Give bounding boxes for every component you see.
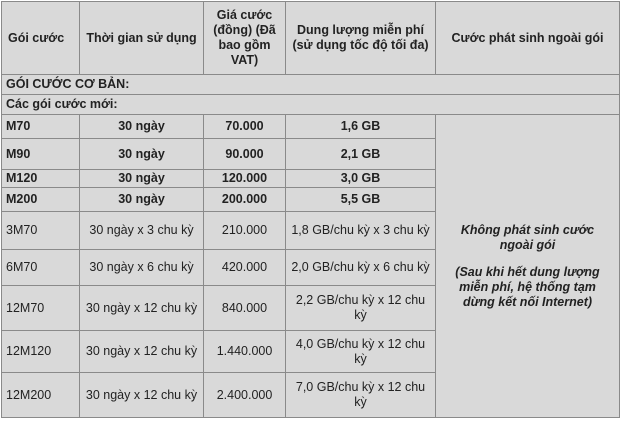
package-price: 840.000 — [204, 286, 286, 331]
package-price: 120.000 — [204, 170, 286, 188]
package-data: 1,8 GB/chu kỳ x 3 chu kỳ — [286, 212, 436, 250]
package-duration: 30 ngày x 12 chu kỳ — [80, 331, 204, 373]
package-price: 420.000 — [204, 250, 286, 286]
extra-charge-note: (Sau khi hết dung lượng miễn phí, hệ thống tạm dừng kết nối Internet) — [455, 264, 600, 309]
package-price: 1.440.000 — [204, 331, 286, 373]
package-duration: 30 ngày x 3 chu kỳ — [80, 212, 204, 250]
table-row — [2, 115, 620, 139]
header-row — [2, 2, 620, 75]
section-basic-label: GÓI CƯỚC CƠ BẢN: — [2, 75, 620, 95]
header-duration: Thời gian sử dụng — [80, 2, 204, 75]
package-name: 3M70 — [2, 212, 80, 250]
package-duration: 30 ngày — [80, 115, 204, 139]
header-free-data: Dung lượng miễn phí (sử dụng tốc độ tối đa) — [286, 2, 436, 75]
package-data: 4,0 GB/chu kỳ x 12 chu kỳ — [286, 331, 436, 373]
section-row-new — [2, 95, 620, 115]
package-name: M90 — [2, 139, 80, 170]
package-name: 12M200 — [2, 373, 80, 418]
extra-charge-cell — [436, 115, 620, 418]
package-name: M70 — [2, 115, 80, 139]
package-price: 210.000 — [204, 212, 286, 250]
section-new-label: Các gói cước mới: — [2, 95, 620, 115]
package-duration: 30 ngày x 12 chu kỳ — [80, 286, 204, 331]
package-duration: 30 ngày x 12 chu kỳ — [80, 373, 204, 418]
package-duration: 30 ngày — [80, 139, 204, 170]
package-name: 12M120 — [2, 331, 80, 373]
header-extra-charge: Cước phát sinh ngoài gói — [436, 2, 620, 75]
package-data: 7,0 GB/chu kỳ x 12 chu kỳ — [286, 373, 436, 418]
package-name: M200 — [2, 188, 80, 212]
header-price: Giá cước (đồng) (Đã bao gồm VAT) — [204, 2, 286, 75]
package-duration: 30 ngày — [80, 188, 204, 212]
package-price: 200.000 — [204, 188, 286, 212]
package-data: 5,5 GB — [286, 188, 436, 212]
package-data: 2,0 GB/chu kỳ x 6 chu kỳ — [286, 250, 436, 286]
package-price: 2.400.000 — [204, 373, 286, 418]
extra-charge-title: Không phát sinh cước ngoài gói — [460, 222, 595, 252]
package-price: 90.000 — [204, 139, 286, 170]
price-table — [1, 1, 620, 418]
package-data: 2,1 GB — [286, 139, 436, 170]
header-package: Gói cước — [2, 2, 80, 75]
package-name: 12M70 — [2, 286, 80, 331]
package-data: 3,0 GB — [286, 170, 436, 188]
package-duration: 30 ngày — [80, 170, 204, 188]
package-data: 1,6 GB — [286, 115, 436, 139]
package-name: M120 — [2, 170, 80, 188]
package-duration: 30 ngày x 6 chu kỳ — [80, 250, 204, 286]
package-price: 70.000 — [204, 115, 286, 139]
section-row-basic — [2, 75, 620, 95]
package-data: 2,2 GB/chu kỳ x 12 chu kỳ — [286, 286, 436, 331]
package-name: 6M70 — [2, 250, 80, 286]
